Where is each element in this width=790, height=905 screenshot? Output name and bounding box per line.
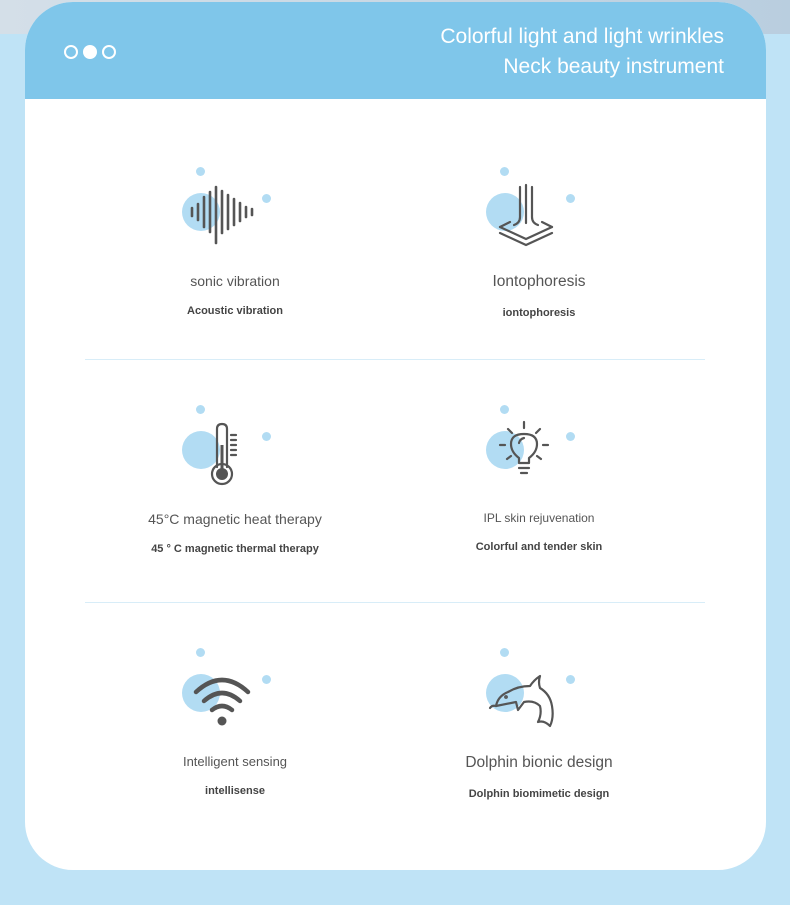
feature-heat-therapy <box>85 405 385 555</box>
feature-title: Dolphin bionic design <box>465 754 613 771</box>
feature-subtitle: Dolphin biomimetic design <box>468 788 610 800</box>
feature-iontophoresis <box>389 167 689 319</box>
feature-icon-area <box>484 405 594 495</box>
row-divider <box>85 602 705 603</box>
feature-subtitle: Colorful and tender skin <box>475 541 603 553</box>
wifi-icon <box>180 648 290 738</box>
feature-subtitle: intellisense <box>205 785 265 797</box>
window-dots <box>64 45 116 59</box>
feature-icon-area <box>180 648 290 738</box>
feature-dolphin-design <box>389 648 689 800</box>
feature-title: IPL skin rejuvenation <box>483 511 595 525</box>
feature-subtitle: Acoustic vibration <box>187 305 283 317</box>
feature-card <box>25 2 766 870</box>
feature-sonic-vibration <box>85 167 385 317</box>
iontophoresis-icon <box>484 167 594 257</box>
feature-title: Intelligent sensing <box>182 754 288 769</box>
page-title <box>440 22 724 82</box>
light-bulb-icon <box>484 405 594 495</box>
feature-title: 45°C magnetic heat therapy <box>148 511 322 527</box>
thermometer-icon <box>180 405 290 495</box>
dot-filled-icon <box>83 45 97 59</box>
feature-title: Iontophoresis <box>492 273 586 290</box>
title-line-2: Neck beauty instrument <box>503 55 724 78</box>
header-bar <box>25 2 766 99</box>
title-line-1: Colorful light and light wrinkles <box>440 25 724 48</box>
feature-intelligent-sensing <box>85 648 385 797</box>
feature-icon-area <box>484 167 594 257</box>
sound-wave-icon <box>180 167 290 257</box>
dolphin-icon <box>484 648 594 738</box>
row-divider <box>85 359 705 360</box>
feature-icon-area <box>180 405 290 495</box>
dot-outline-icon <box>102 45 116 59</box>
feature-subtitle: 45 ° C magnetic thermal therapy <box>151 543 319 555</box>
feature-icon-area <box>180 167 290 257</box>
feature-title: sonic vibration <box>190 273 280 289</box>
dot-outline-icon <box>64 45 78 59</box>
feature-subtitle: iontophoresis <box>502 307 576 319</box>
feature-ipl-rejuvenation <box>389 405 689 553</box>
feature-icon-area <box>484 648 594 738</box>
